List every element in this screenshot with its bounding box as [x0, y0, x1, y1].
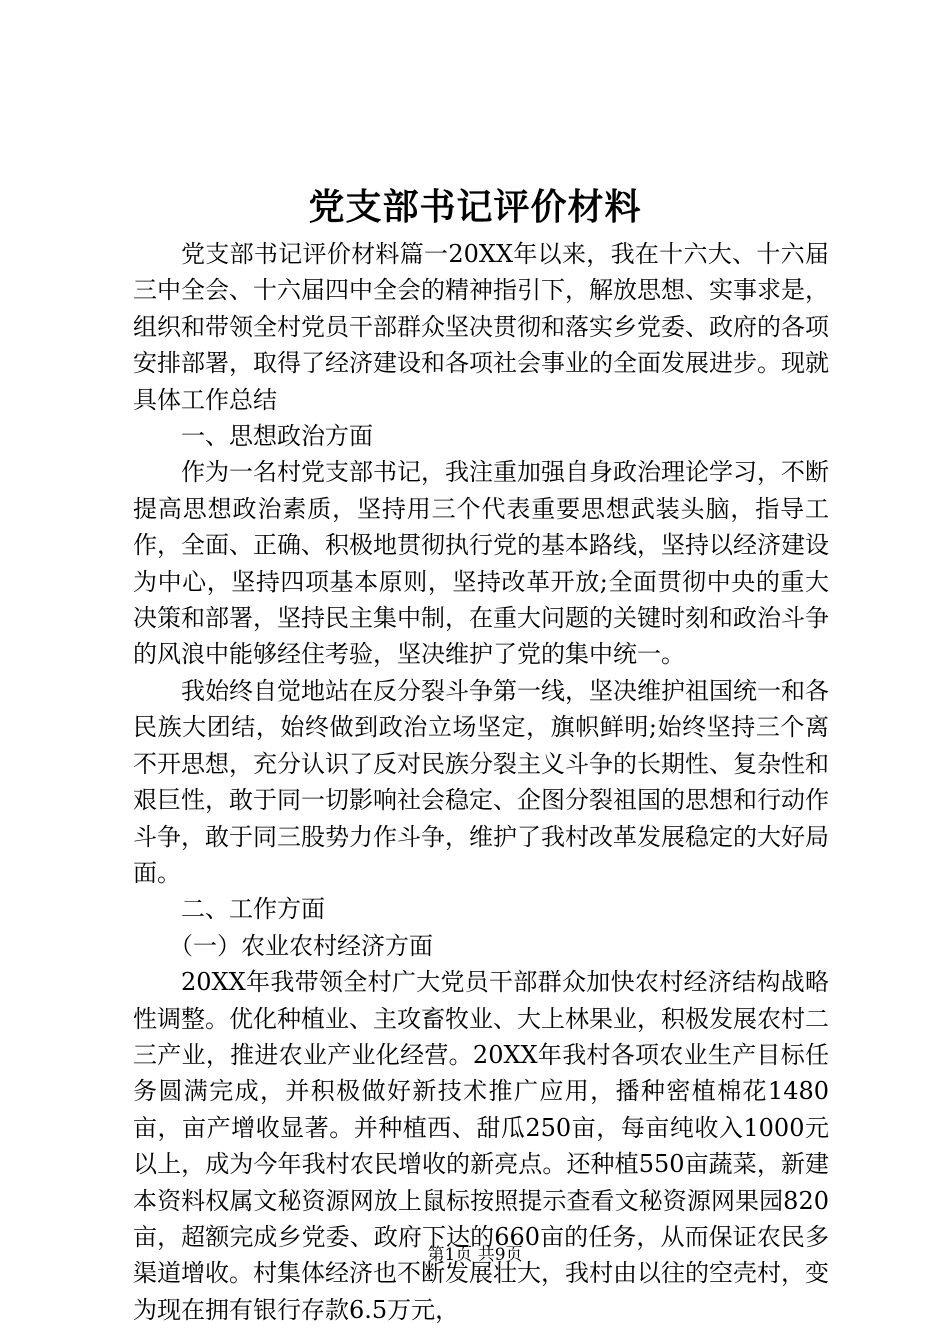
- paragraph-politics-2: 我始终自觉地站在反分裂斗争第一线，坚决维护祖国统一和各民族大团结，始终做到政治立场坚定，旗帜鲜明;始终坚持三个离不开思想，充分认识了反对民族分裂主义斗争的长期性、复杂性和艰巨性，敢于同一切影响社会稳定、企图分裂祖国的思想和行动作斗争，敢于同三股势力作斗争，维护了我村改革发展稳定的大好局面。: [133, 676, 829, 887]
- paragraph-agriculture: 20XX年我带领全村广大党员干部群众加快农村经济结构战略性调整。优化种植业、主攻畜牧业、大上林果业，积极发展农村二三产业，推进农业产业化经营。20XX年我村各项农业生产目标任务圆满完成，并积极做好新技术推广应用，播种密植棉花1480亩，亩产增收显著。并种植西、甜瓜250亩，每亩纯收入1000元以上，成为今年我村农民增收的新亮点。还种植550亩蔬菜，新建本资料权属文秘资源网放上鼠标按照提示查看文秘资源网果园820亩，超额完成乡党委、政府下达的660亩的任务，从而保证农民多渠道增收。村集体经济也不断发展壮大，我村由以往的空壳村，变为现在拥有银行存款6.5万元，: [133, 968, 829, 1324]
- document-title: 党支部书记评价材料: [308, 186, 642, 228]
- document-body: [133, 236, 829, 1328]
- paragraph-politics-1: 作为一名村党支部书记，我注重加强自身政治理论学习，不断提高思想政治素质，坚持用三个代表重要思想武装头脑，指导工作，全面、正确、积极地贯彻执行党的基本路线，坚持以经济建设为中心，坚持四项基本原则，坚持改革开放;全面贯彻中央的重大决策和部署，坚持民主集中制，在重大问题的关键时刻和政治斗争的风浪中能够经住考验，坚决维护了党的集中统一。: [133, 458, 829, 669]
- paragraph-intro: 党支部书记评价材料篇一20XX年以来，我在十六大、十六届三中全会、十六届四中全会的精神指引下，解放思想、实事求是，组织和带领全村党员干部群众坚决贯彻和落实乡党委、政府的各项安排部署，取得了经济建设和各项社会事业的全面发展进步。现就具体工作总结: [133, 240, 829, 414]
- section-heading-politics: 一、思想政治方面: [181, 422, 373, 451]
- section-heading-work: 二、工作方面: [181, 895, 325, 924]
- page-footer: 第1页 共9页: [427, 1245, 523, 1265]
- subsection-heading-agriculture: （一）农业农村经济方面: [169, 931, 433, 960]
